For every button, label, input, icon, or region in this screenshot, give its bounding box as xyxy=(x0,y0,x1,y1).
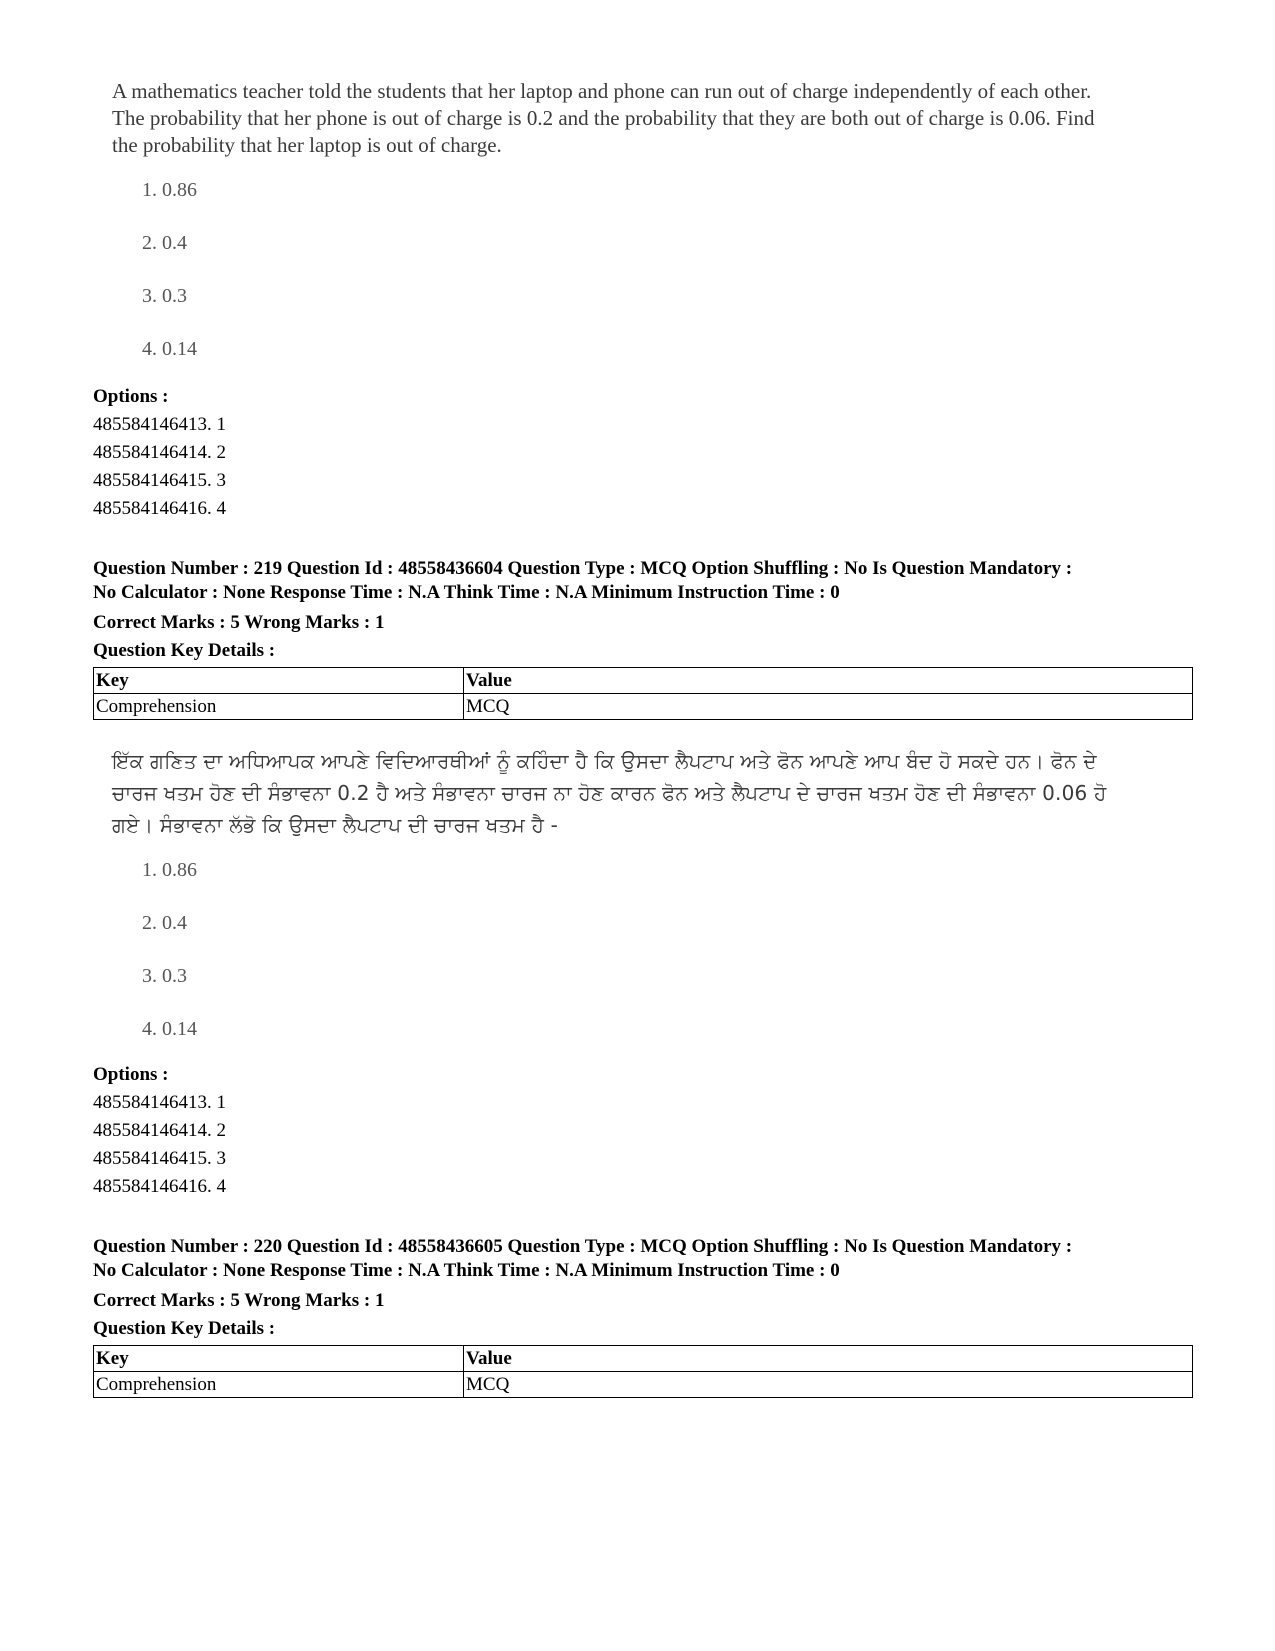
table-row xyxy=(94,1372,1193,1398)
table-header-value: Value xyxy=(464,1346,1193,1372)
choice-4: 4. 0.14 xyxy=(142,1018,197,1040)
table-header-row xyxy=(94,668,1193,694)
options-heading: Options : xyxy=(93,1064,169,1085)
choice-1: 1. 0.86 xyxy=(142,179,197,201)
table-header-key: Key xyxy=(94,668,464,694)
option-id-3: 485584146415. 3 xyxy=(93,1148,226,1169)
table-header-row xyxy=(94,1346,1193,1372)
key-details-heading: Question Key Details : xyxy=(93,640,276,661)
table-cell-value: MCQ xyxy=(464,1372,1193,1398)
question-219-choices xyxy=(112,855,1122,1067)
marks-line: Correct Marks : 5 Wrong Marks : 1 xyxy=(93,1290,385,1311)
key-details-table xyxy=(93,1345,1193,1398)
question-meta-line-2: No Calculator : None Response Time : N.A Think Time : N.A Minimum Instruction Time : 0 xyxy=(93,1260,840,1281)
option-id-2: 485584146414. 2 xyxy=(93,1120,226,1141)
question-218-choices xyxy=(112,175,1122,387)
question-218-options xyxy=(93,383,1193,523)
key-details-table xyxy=(93,667,1193,720)
table-header-key: Key xyxy=(94,1346,464,1372)
options-heading: Options : xyxy=(93,386,169,407)
question-218-text: A mathematics teacher told the students that her laptop and phone can run out of charge independently of each other. The probability that her phone is out of charge is 0.2 and the probability that they are both out of charge is 0.06. Find the probability that her laptop is out of charge. xyxy=(112,79,1095,157)
choice-2: 2. 0.4 xyxy=(142,912,187,934)
question-219-meta xyxy=(93,557,1193,720)
option-id-1: 485584146413. 1 xyxy=(93,414,226,435)
question-219-options xyxy=(93,1061,1193,1201)
question-meta-line-1: Question Number : 220 Question Id : 48558436605 Question Type : MCQ Option Shuffling : No Is Question Mandatory : xyxy=(93,1236,1073,1257)
table-row xyxy=(94,694,1193,720)
question-218-image xyxy=(112,78,1122,387)
option-id-4: 485584146416. 4 xyxy=(93,498,226,519)
key-details-heading: Question Key Details : xyxy=(93,1318,276,1339)
option-id-2: 485584146414. 2 xyxy=(93,442,226,463)
option-id-1: 485584146413. 1 xyxy=(93,1092,226,1113)
marks-line: Correct Marks : 5 Wrong Marks : 1 xyxy=(93,612,385,633)
choice-4: 4. 0.14 xyxy=(142,338,197,360)
question-219-text: ਇੱਕ ਗਣਿਤ ਦਾ ਅਧਿਆਪਕ ਆਪਣੇ ਵਿਦਿਆਰਥੀਆਂ ਨੂੰ ਕਹਿੰਦਾ ਹੈ ਕਿ ਉਸਦਾ ਲੈਪਟਾਪ ਅਤੇ ਫੋਨ ਆਪਣੇ ਆਪ ਬੰਦ ਹੋ ਸਕਦੇ ਹਨ। ਫੋਨ ਦੇ ਚਾਰਜ ਖਤਮ ਹੋਣ ਦੀ ਸੰਭਾਵਨਾ 0.2 ਹੈ ਅਤੇ ਸੰਭਾਵਨਾ ਚਾਰਜ ਨਾ ਹੋਣ ਕਾਰਨ ਫੋਨ ਅਤੇ ਲੈਪਟਾਪ ਦੇ ਚਾਰਜ ਖਤਮ ਹੋਣ ਦੀ ਸੰਭਾਵਨਾ 0.06 ਹੋ ਗਏ। ਸੰਭਾਵਨਾ ਲੱਭੋ ਕਿ ਉਸਦਾ ਲੈਪਟਾਪ ਦੀ ਚਾਰਜ ਖਤਮ ਹੈ - xyxy=(112,749,1107,837)
choice-3: 3. 0.3 xyxy=(142,965,187,987)
option-id-3: 485584146415. 3 xyxy=(93,470,226,491)
choice-1: 1. 0.86 xyxy=(142,859,197,881)
choice-3: 3. 0.3 xyxy=(142,285,187,307)
table-cell-key: Comprehension xyxy=(94,694,464,720)
table-cell-value: MCQ xyxy=(464,694,1193,720)
option-id-4: 485584146416. 4 xyxy=(93,1176,226,1197)
table-header-value: Value xyxy=(464,668,1193,694)
question-219-image xyxy=(112,745,1122,1067)
table-cell-key: Comprehension xyxy=(94,1372,464,1398)
question-meta-line-1: Question Number : 219 Question Id : 48558436604 Question Type : MCQ Option Shuffling : No Is Question Mandatory : xyxy=(93,558,1073,579)
choice-2: 2. 0.4 xyxy=(142,232,187,254)
question-220-meta xyxy=(93,1235,1193,1398)
question-meta-line-2: No Calculator : None Response Time : N.A Think Time : N.A Minimum Instruction Time : 0 xyxy=(93,582,840,603)
